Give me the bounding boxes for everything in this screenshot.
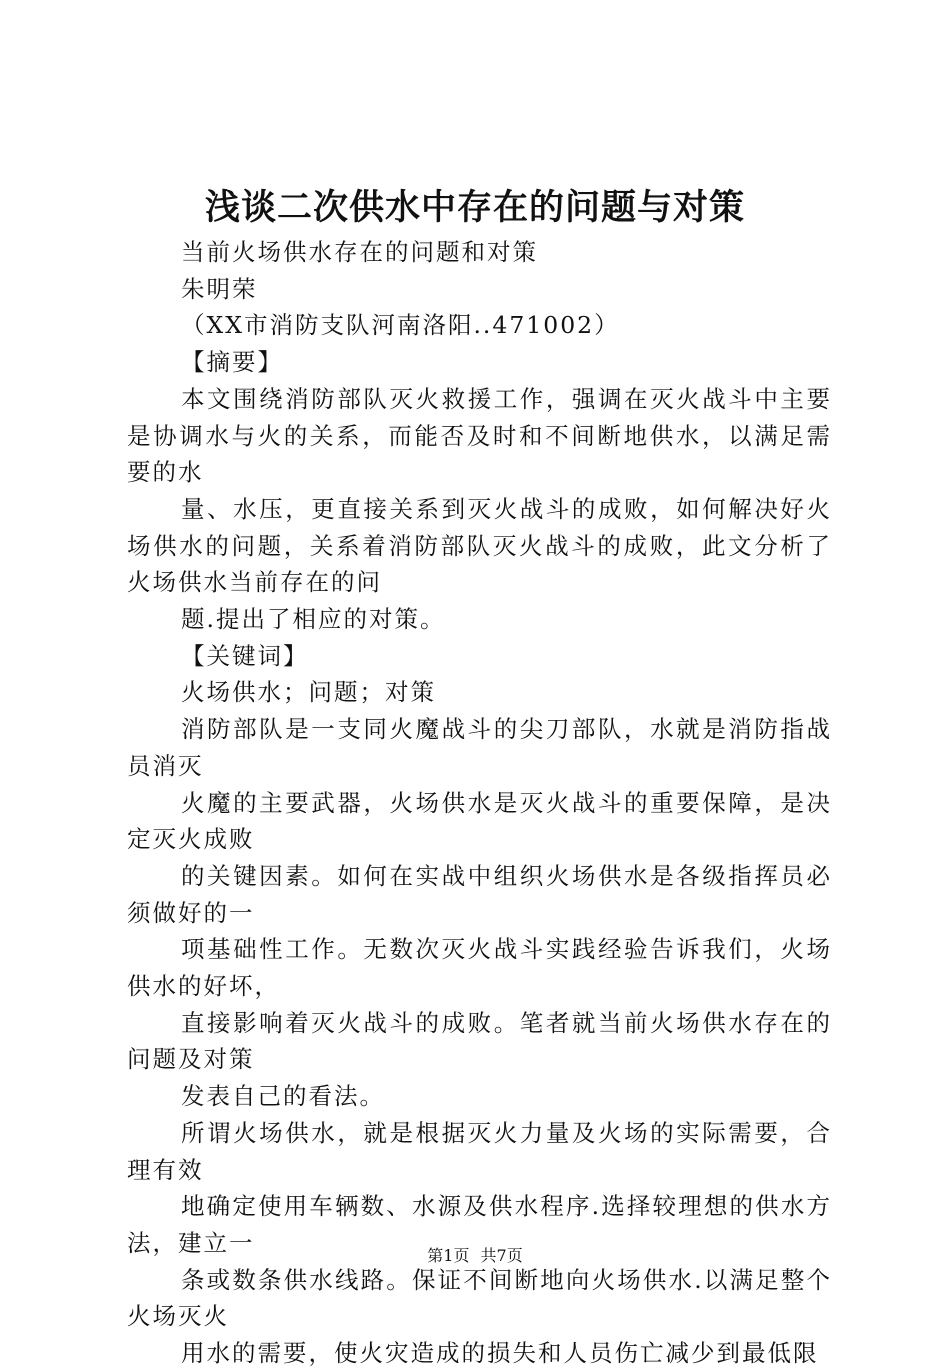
paragraph: 【摘要】 (181, 348, 283, 377)
document-body (127, 234, 832, 1372)
paragraph: 消防部队是一支同火魔战斗的尖刀部队，水就是消防指战员消灭 (127, 715, 832, 780)
paragraph: 地确定使用车辆数、水源及供水程序.选择较理想的供水方法，建立一 (127, 1192, 832, 1257)
paragraph: 火场供水；问题；对策 (181, 678, 436, 707)
paragraph: 朱明荣 (181, 274, 258, 303)
paragraph: 所谓火场供水，就是根据灭火力量及火场的实际需要，合理有效 (127, 1118, 832, 1184)
paragraph: 火魔的主要武器，火场供水是灭火战斗的重要保障，是决定灭火成败 (127, 788, 832, 854)
page-footer (0, 1245, 950, 1267)
paragraph: 用水的需要，使火灾造成的损失和人员伤亡减少到最低限 (181, 1339, 819, 1368)
paragraph: 直接影响着灭火战斗的成败。笔者就当前火场供水存在的问题及对策 (127, 1008, 832, 1074)
paragraph: 题.提出了相应的对策。 (181, 605, 446, 634)
paragraph: 当前火场供水存在的问题和对策 (181, 238, 538, 266)
paragraph: 发表自己的看法。 (181, 1082, 385, 1111)
paragraph: 本文围绕消防部队灭火救援工作，强调在灭火战斗中主要是协调水与火的关系，而能否及时和不间断地供水，以满足需要的水 (127, 384, 832, 487)
paragraph: （XX市消防支队河南洛阳..471002） (181, 311, 620, 340)
page-total: 共7页 (480, 1246, 523, 1265)
paragraph: 【关键词】 (181, 641, 309, 670)
paragraph: 条或数条供水线路。保证不间断地向火场供水.以满足整个火场灭火 (127, 1265, 832, 1331)
paragraph: 的关键因素。如何在实战中组织火场供水是各级指挥员必须做好的一 (127, 861, 832, 927)
page-number: 第1页 (427, 1246, 470, 1265)
paragraph: 项基础性工作。无数次灭火战斗实践经验告诉我们，火场供水的好坏， (127, 935, 832, 1001)
paragraph: 量、水压，更直接关系到灭火战斗的成败，如何解决好火场供水的问题，关系着消防部队灭火战斗的成败，此文分析了火场供水当前存在的问 (127, 494, 832, 597)
document-title: 浅谈二次供水中存在的问题与对策 (204, 187, 745, 228)
